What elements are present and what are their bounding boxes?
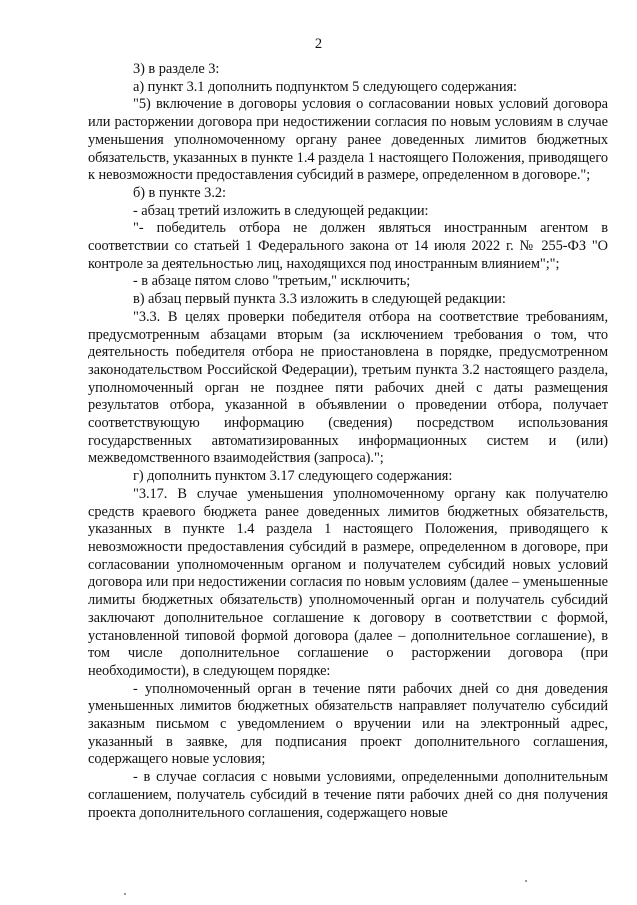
- paragraph: "- победитель отбора не должен являться иностранным агентом в соответствии со статьей 1 Федерального закона от 14 июля 2022 г. № 255-ФЗ "О контроле за деятельностью лиц, находящихся под иностранным влиянием";";: [88, 220, 608, 272]
- paragraph: а) пункт 3.1 дополнить подпунктом 5 следующего содержания:: [133, 78, 517, 95]
- paragraph: "5) включение в договоры условия о согласовании новых условий договора или расторжении договора при недостижении согласия по новым условиям в случае уменьшения уполномоченному органу ранее доведенных лимитов бюджетных обязательств, указанных в пункте 1.4 раздела 1 настоящего Положения, приводящего к невозможности предоставления субсидий в размере, определенном в договоре.";: [88, 96, 608, 184]
- paragraph: в) абзац первый пункта 3.3 изложить в следующей редакции:: [133, 291, 506, 308]
- paragraph: "3.3. В целях проверки победителя отбора на соответствие требованиям, предусмотренным абзацами вторым (за исключением требования о том, что деятельность победителя отбора не приостановлена в порядке, предусмотренном законодательством Российской Федерации), третьим пункта 3.2 настоящего раздела, уполномоченный орган не позднее пяти рабочих дней с даты размещения результатов отбора, указанной в объявлении о проведении отбора, получает соответствующую информацию (сведения) посредством использования государственных автоматизированных информационных систем и (или) межведомственного взаимодействия (запроса).";: [88, 308, 608, 467]
- paragraph: - уполномоченный орган в течение пяти рабочих дней со дня доведения уменьшенных лимитов бюджетных обязательств направляет получателю субсидий заказным письмом с уведомлением о вручении или на электронный адрес, указанный в заявке, для подписания проект дополнительного соглашения, содержащего новые условия;: [88, 680, 608, 768]
- scan-artifact: [525, 880, 527, 882]
- paragraph: - в случае согласия с новыми условиями, определенными дополнительным соглашением, получатель субсидий в течение пяти рабочих дней со дня получения проекта дополнительного соглашения, содержащего новые: [88, 769, 608, 821]
- document-body: [88, 61, 608, 822]
- paragraph: - в абзаце пятом слово "третьим," исключить;: [133, 273, 411, 290]
- scan-artifact: [124, 893, 126, 895]
- paragraph: г) дополнить пунктом 3.17 следующего содержания:: [133, 468, 453, 485]
- paragraph: б) в пункте 3.2:: [133, 184, 226, 201]
- paragraph: 3) в разделе 3:: [133, 61, 220, 77]
- paragraph: "3.17. В случае уменьшения уполномоченному органу как получателю средств краевого бюджета ранее доведенных лимитов бюджетных обязательств, указанных в пункте 1.4 раздела 1 настоящего Положения, приводящего к невозможности предоставления субсидий в размере, определенном в договоре, при согласовании уполномоченным органом и получателем субсидий новых условий договора или при недостижении согласия по новым условиям (далее – уменьшенные лимиты бюджетных обязательств) уполномоченный орган и получатель субсидий заключают дополнительное соглашение к договору в соответствии с формой, установленной типовой формой договора (далее – дополнительное соглашение), в том числе дополнительное соглашение о расторжении договора (при необходимости), в следующем порядке:: [88, 485, 608, 679]
- page-number: 2: [314, 36, 323, 52]
- paragraph: - абзац третий изложить в следующей редакции:: [133, 202, 429, 219]
